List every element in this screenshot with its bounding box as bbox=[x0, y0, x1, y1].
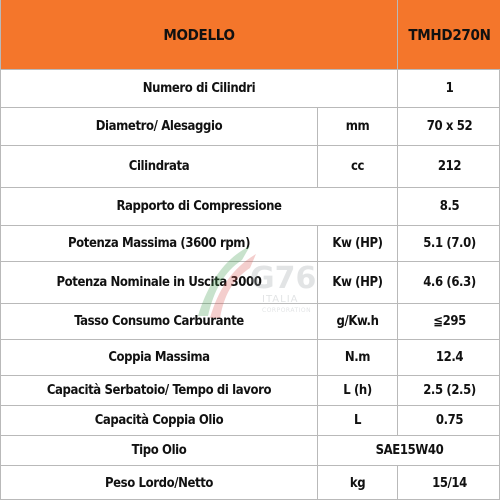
row-label: Diametro/ Alesaggio bbox=[95, 119, 223, 134]
table-row bbox=[1, 376, 500, 406]
row-value: 1 bbox=[397, 70, 500, 107]
row-label: Peso Lordo/Netto bbox=[104, 475, 214, 491]
row-value: 4.6 (6.3) bbox=[397, 262, 500, 303]
table-row bbox=[1, 340, 500, 376]
watermark-brand: G76 bbox=[250, 261, 317, 296]
table-row bbox=[1, 304, 500, 340]
table-row bbox=[1, 146, 500, 188]
table-row bbox=[1, 188, 500, 226]
row-unit: L bbox=[317, 406, 397, 435]
table-header bbox=[1, 0, 500, 70]
row-value: 0.75 bbox=[397, 406, 500, 435]
row-label: Cilindrata bbox=[128, 159, 190, 174]
row-label: Tipo Olio bbox=[131, 443, 187, 458]
watermark-line1: ITALIA bbox=[262, 294, 299, 305]
row-unit: N.m bbox=[317, 340, 397, 375]
header-label: MODELLO bbox=[163, 25, 235, 44]
table-row bbox=[1, 406, 500, 436]
row-value: 5.1 (7.0) bbox=[397, 226, 500, 261]
table-row bbox=[1, 70, 500, 108]
row-value: 212 bbox=[397, 146, 500, 187]
table-row bbox=[1, 226, 500, 262]
table-row bbox=[1, 262, 500, 304]
row-value: 70 x 52 bbox=[397, 108, 500, 145]
header-model: TMHD270N bbox=[397, 0, 500, 69]
row-value: ≦295 bbox=[397, 304, 500, 339]
row-value: 15/14 bbox=[397, 466, 500, 500]
row-label: Numero di Cilindri bbox=[142, 81, 256, 96]
row-unit: Kw (HP) bbox=[317, 226, 397, 261]
watermark-line2: CORPORATION bbox=[262, 307, 312, 314]
row-value: 8.5 bbox=[397, 188, 500, 225]
row-label: Capacità Serbatoio/ Tempo di lavoro bbox=[46, 383, 272, 398]
row-unit: Kw (HP) bbox=[317, 262, 397, 303]
row-label: Rapporto di Compressione bbox=[116, 199, 282, 214]
row-label: Capacità Coppia Olio bbox=[94, 413, 224, 428]
row-label: Coppia Massima bbox=[108, 350, 210, 365]
row-value: 2.5 (2.5) bbox=[397, 376, 500, 405]
row-label: Potenza Massima (3600 rpm) bbox=[67, 236, 251, 251]
row-label: Tasso Consumo Carburante bbox=[74, 314, 244, 329]
row-unit: cc bbox=[317, 146, 397, 187]
row-label: Potenza Nominale in Uscita 3000 bbox=[56, 275, 262, 290]
row-unit: L (h) bbox=[317, 376, 397, 405]
table-row bbox=[1, 466, 500, 500]
row-value: 12.4 bbox=[397, 340, 500, 375]
row-unit: g/Kw.h bbox=[317, 304, 397, 339]
row-value: SAE15W40 bbox=[317, 436, 500, 465]
row-unit: kg bbox=[317, 466, 397, 500]
table-row bbox=[1, 108, 500, 146]
table-row bbox=[1, 436, 500, 466]
row-unit: mm bbox=[317, 108, 397, 145]
